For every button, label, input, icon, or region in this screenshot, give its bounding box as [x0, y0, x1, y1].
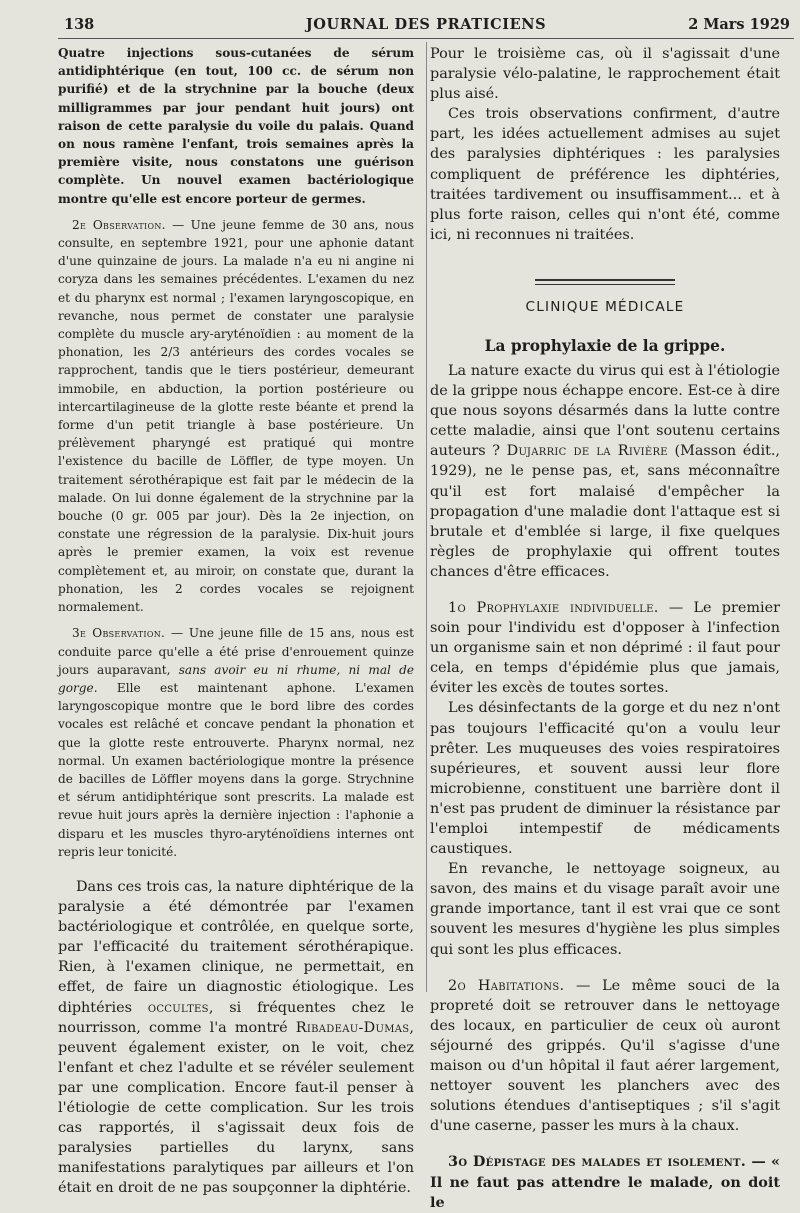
observation-3-emphasis: sans avoir eu ni rhume, ni mal de gorge.: [58, 662, 414, 695]
observation-2: [58, 216, 414, 616]
conclusion-text-c: , peuvent également exister, on le voit, chez l'enfant et chez l'adulte et se révéler seulement par une complication. Encore faut-il penser à l'étiologie de cette complication. Sur les trois cas rapportés, il s'agissait deux fois de paralysies partielles du larynx, sans manifestations paralytiques par ailleurs et l'on était en droit de ne pas soupçonner la diphtérie.: [58, 1019, 414, 1197]
section-depistage: [430, 1152, 780, 1212]
observation-3-text-b: Elle est maintenant aphone. L'examen laryngoscopique montre que le bord libre des cordes vocales est relâché et concave pendant la phonation et que la glotte reste entrouverte. Pharynx normal, nez normal. Un examen bactériologique montre la présence de bacilles de Löffler moyens dans la gorge. Strychnine et sérum antidiphtérique sont prescrits. La malade est revue huit jours après la dernière injection : l'aphonie a disparu et les muscles thyro-aryténoïdiens internes ont repris leur tonicité.: [58, 680, 414, 859]
observation-2-heading: 2e Observation.: [72, 217, 166, 232]
section-2-text: — Le même souci de la propreté doit se retrouver dans le nettoyage des locaux, en particulier de ceux où auront séjourné des grippés. Qu'il s'agisse d'une maison ou d'un hôpital il faut aérer largement, nettoyer souvent les planchers avec des solutions étendues d'antiseptiques ; s'il s'agit d'une caserne, passer les murs à la chaux.: [430, 977, 780, 1135]
paragraph-nettoyage: En revanche, le nettoyage soigneux, au savon, des mains et du visage paraît avoir une grande importance, tant il est vrai que ce sont souvent les mesures d'hygiène les plus simples qui sont les plus efficaces.: [430, 861, 780, 958]
section-separator: [430, 245, 780, 291]
grippe-intro-a: La nature exacte du virus qui est à l'étiologie de la grippe nous échappe encore. Est-ce à dire que nous soyons désarmés dans la lutte contre cette maladie, ainsi que l'ont soutenu certains auteurs ?: [430, 362, 780, 460]
paragraph-treatment-outcome: Quatre injections sous-cutanées de sérum antidiphtérique (en tout, 100 cc. de sérum non purifié) et de la strychnine par la bouche (deux milligrammes par jour pendant huit jours) ont raison de cette paralysie du voile du palais. Quand on nous ramène l'enfant, trois semaines après la première visite, nous constatons une guérison complète. Un nouvel examen bactériologique montre qu'elle est encore porteur de germes.: [58, 46, 414, 206]
section-prophylaxie-individuelle: [430, 598, 780, 698]
section-3-text: — « Il ne faut pas attendre le malade, on doit le: [430, 1153, 781, 1211]
section-1-text: — Le premier soin pour l'individu est d'opposer à l'infection un organisme sain et non déprimé : il faut pour cela, en temps d'épidémie plus que jamais, éviter les excès de toutes sortes.: [430, 599, 780, 697]
issue-date: 2 Mars 1929: [688, 16, 790, 33]
paragraph-observations-confirm: Ces trois observations confirment, d'autre part, les idées actuellement admises au sujet des paralysies diphtériques : les paralysies compliquent de préférence les diphtéries, traitées tardivement ou insuffisamment... et à plus forte raison, celles qui n'ont été, comme ici, ni reconnues ni traitées.: [430, 106, 780, 243]
paragraph-third-case: Pour le troisième cas, où il s'agissait d'une paralysie vélo-palatine, le rapprochement était plus aisé.: [430, 46, 780, 103]
page-number: 138: [64, 16, 95, 33]
left-column: [58, 44, 414, 1198]
paragraph-grippe-intro: [430, 361, 780, 582]
conclusion-text-b: , si fréquentes chez le nourrisson, comme l'a montré: [58, 999, 414, 1036]
author-ribadeau-dumas: Ribadeau-Dumas: [295, 1019, 410, 1036]
journal-title: JOURNAL DES PRATICIENS: [305, 16, 547, 33]
grippe-intro-b: (Masson édit., 1929), ne le pense pas, et, sans méconnaître qu'il est fort malaisé d'empêcher la propagation d'une maladie dont l'attaque est si brutale et d'emblée si large, il fixe quelques règles de prophylaxie qui offrent toutes chances d'être efficaces.: [430, 443, 780, 580]
article-title: La prophylaxie de la grippe.: [484, 336, 726, 355]
paragraph-conclusion: [58, 877, 414, 1199]
observation-3-heading: 3e Observation.: [72, 626, 166, 641]
section-habitations: [430, 976, 780, 1137]
separator-rule: [535, 279, 675, 285]
observation-2-text: — Une jeune femme de 30 ans, nous consulte, en septembre 1921, pour une aphonie datant d'une quinzaine de jours. La malade n'a eu ni angine ni coryza dans les semaines précédentes. L'examen du nez et du pharynx est normal ; l'examen laryngoscopique, en revanche, nous permet de constater une paralysie complète du muscle ary-aryténoïdien : au moment de la phonation, les 2/3 antérieurs des cordes vocales se rapprochent, tandis que le tiers postérieur, demeurant immobile, en abduction, la portion postérieure ou intercartilagineuse de la glotte reste béante et prend la forme d'un petit triangle à base postérieure. Un prélèvement pharyngé est pratiqué qui montre l'existence du bacille de Löffler, de type moyen. Un traitement sérothérapique est fait par le médecin de la malade. On lui donne également de la strychnine par la bouche (0 gr. 005 par jour). Dès la 2e injection, on constate une régression de la paralysie. Dix-huit jours après le premier examen, la voix est revenue complètement et, au miroir, on constate que, durant la phonation, les 2 cordes vocales se rejoignent normalement.: [58, 217, 414, 615]
paragraph-desinfectants: Les désinfectants de la gorge et du nez n'ont pas toujours l'efficacité qu'on a voulu leur prêter. Les muqueuses des voies respiratoires supérieures, et souvent aussi leur flore microbienne, constituent une barrière dont il n'est pas prudent de diminuer la résistance par l'emploi intempestif de médicaments caustiques.: [430, 700, 780, 858]
conclusion-occultes: occultes: [147, 999, 209, 1016]
section-2-heading: 2o Habitations.: [448, 977, 565, 994]
page-header: [58, 12, 794, 39]
author-dujarric: Dujarric de la Rivière: [506, 443, 668, 460]
section-3-heading: 3o Dépistage des malades et isolement.: [448, 1153, 747, 1171]
right-column: [430, 44, 780, 1213]
section-1-heading: 1o Prophylaxie individuelle.: [448, 599, 659, 616]
column-divider: [426, 42, 427, 992]
observation-3: [58, 624, 414, 861]
section-title: CLINIQUE MÉDICALE: [525, 298, 685, 315]
conclusion-text-a: Dans ces trois cas, la nature diphtérique de la paralysie a été démontrée par l'examen bactériologique et contrôlée, en quelque sorte, par l'efficacité du traitement sérothérapique. Rien, à l'examen clinique, ne permettait, en effet, de faire un diagnostic étiologique. Les diphtéries: [58, 878, 414, 1016]
observation-3-text-a: — Une jeune fille de 15 ans, nous est conduite parce qu'elle a été prise d'enrouement quinze jours auparavant,: [58, 626, 414, 677]
